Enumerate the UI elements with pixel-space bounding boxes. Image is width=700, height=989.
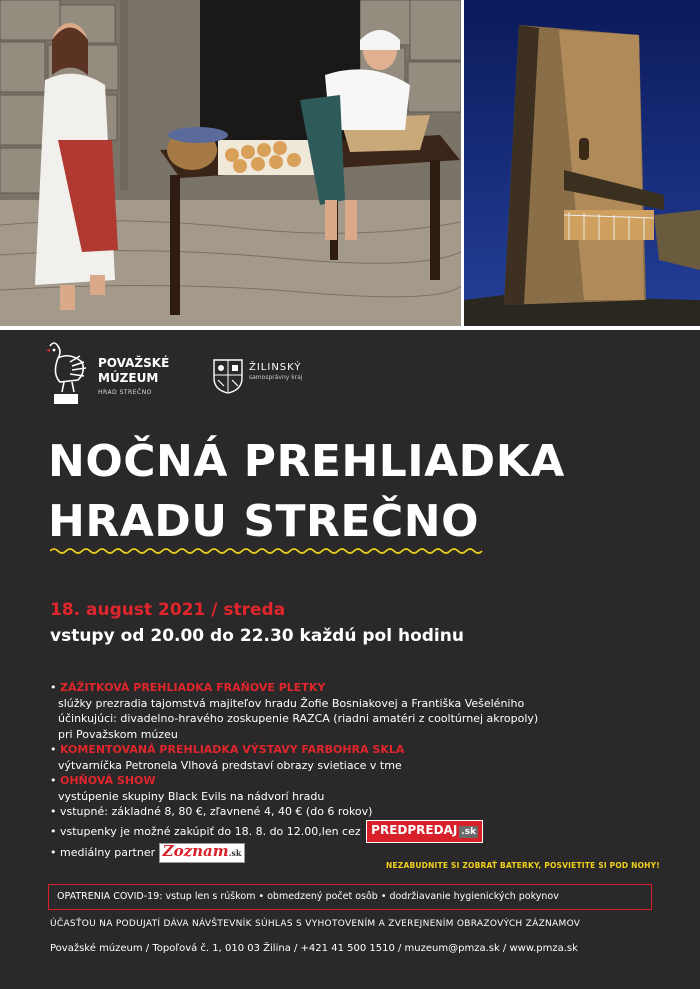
covid-measures-box: OPATRENIA COVID-19: vstup len s rúškom • obmedzený počet osôb • dodržiavanie hygienických pokynov [48,884,652,910]
program-item-text: pri Považskom múzeu [58,727,178,741]
poster-body [0,330,700,989]
program-item-text: účinkujúci: divadelno-hravého zoskupenie RAZCA (riadni amatéri z cooltúrnej akropoly) [58,712,539,725]
entry-times: vstupy od 20.00 do 22.30 každú pol hodinu [50,626,464,646]
title-line-2: HRADU STREČNO [48,496,479,547]
region-logo [212,358,332,398]
photo-castle-tower-night [464,0,700,326]
title-line-1: NOČNÁ PREHLIADKA [48,436,565,487]
program-item-text: vystúpenie skupiny Black Evils na nádvorí hradu [58,789,325,803]
price-text: vstupné: základné 8, 80 €, zľavnené 4, 40 € (do 6 rokov) [60,805,373,818]
event-date: 18. august 2021 / streda [50,600,286,620]
region-name: ŽILINSKÝ [249,362,302,373]
program-item-text: slúžky prezradia tajomstvá majiteľov hradu Žofie Bosniakovej a Františka Vešeléniho [58,696,525,710]
rooster-icon [40,338,90,408]
program-list [50,680,670,863]
program-item-heading: ZÁŽITKOVÁ PREHLIADKA FRAŇOVE PLETKY [60,681,326,694]
program-item: • KOMENTOVANÁ PREHLIADKA VÝSTAVY FARBOHRA SKLA [50,743,405,756]
photo-consent-notice: ÚČASŤOU NA PODUJATÍ DÁVA NÁVŠTEVNÍK SÚHLAS S VYHOTOVENÍM A ZVEREJNENÍM OBRAZOVÝCH ZÁZNAMOV [50,919,581,929]
program-item-text: výtvarníčka Petronela Vlhová predstaví obrazy svietiace v tme [58,758,402,772]
coat-of-arms-icon [212,358,244,394]
poster-title [48,432,668,552]
media-partner-label: mediálny partner [60,845,156,859]
museum-name: POVAŽSKÉ MÚZEUM [98,356,170,385]
ticket-info: • vstupenky je možné zakúpiť do 18. 8. do 12.00,len cez PREDPREDAJ .sk [50,820,670,844]
ticket-text: vstupenky je možné zakúpiť do 18. 8. do 12.00,len cez [60,824,361,838]
price-info: • vstupné: základné 8, 80 €, zľavnené 4, 40 € (do 6 rokov) [50,805,373,818]
flashlight-reminder: NEZABUDNITE SI ZOBRAŤ BATERKY, POSVIETITE SI POD NOHY! [386,861,660,870]
program-item-heading: OHŇOVÁ SHOW [60,774,156,787]
museum-logo [40,338,180,408]
program-item: • OHŇOVÁ SHOW [50,774,156,787]
program-item: • ZÁŽITKOVÁ PREHLIADKA FRAŇOVE PLETKY [50,681,326,694]
contact-footer: Považské múzeum / Topoľová č. 1, 010 03 Žilina / +421 41 500 1510 / muzeum@pmza.sk / www.pmza.sk [50,943,578,954]
yellow-squiggle-underline [50,547,486,555]
program-item-heading: KOMENTOVANÁ PREHLIADKA VÝSTAVY FARBOHRA SKLA [60,743,405,756]
photo-strip [0,0,700,330]
predpredaj-logo[interactable]: PREDPREDAJ .sk [366,820,483,844]
photo-costumed-women-baking [0,0,461,326]
media-partner: • mediálny partner Zoznam.sk [50,843,670,863]
region-subtitle: samosprávny kraj [249,374,303,381]
museum-subtitle: HRAD STREČNO [98,389,152,396]
zoznam-logo[interactable]: Zoznam.sk [159,843,246,863]
